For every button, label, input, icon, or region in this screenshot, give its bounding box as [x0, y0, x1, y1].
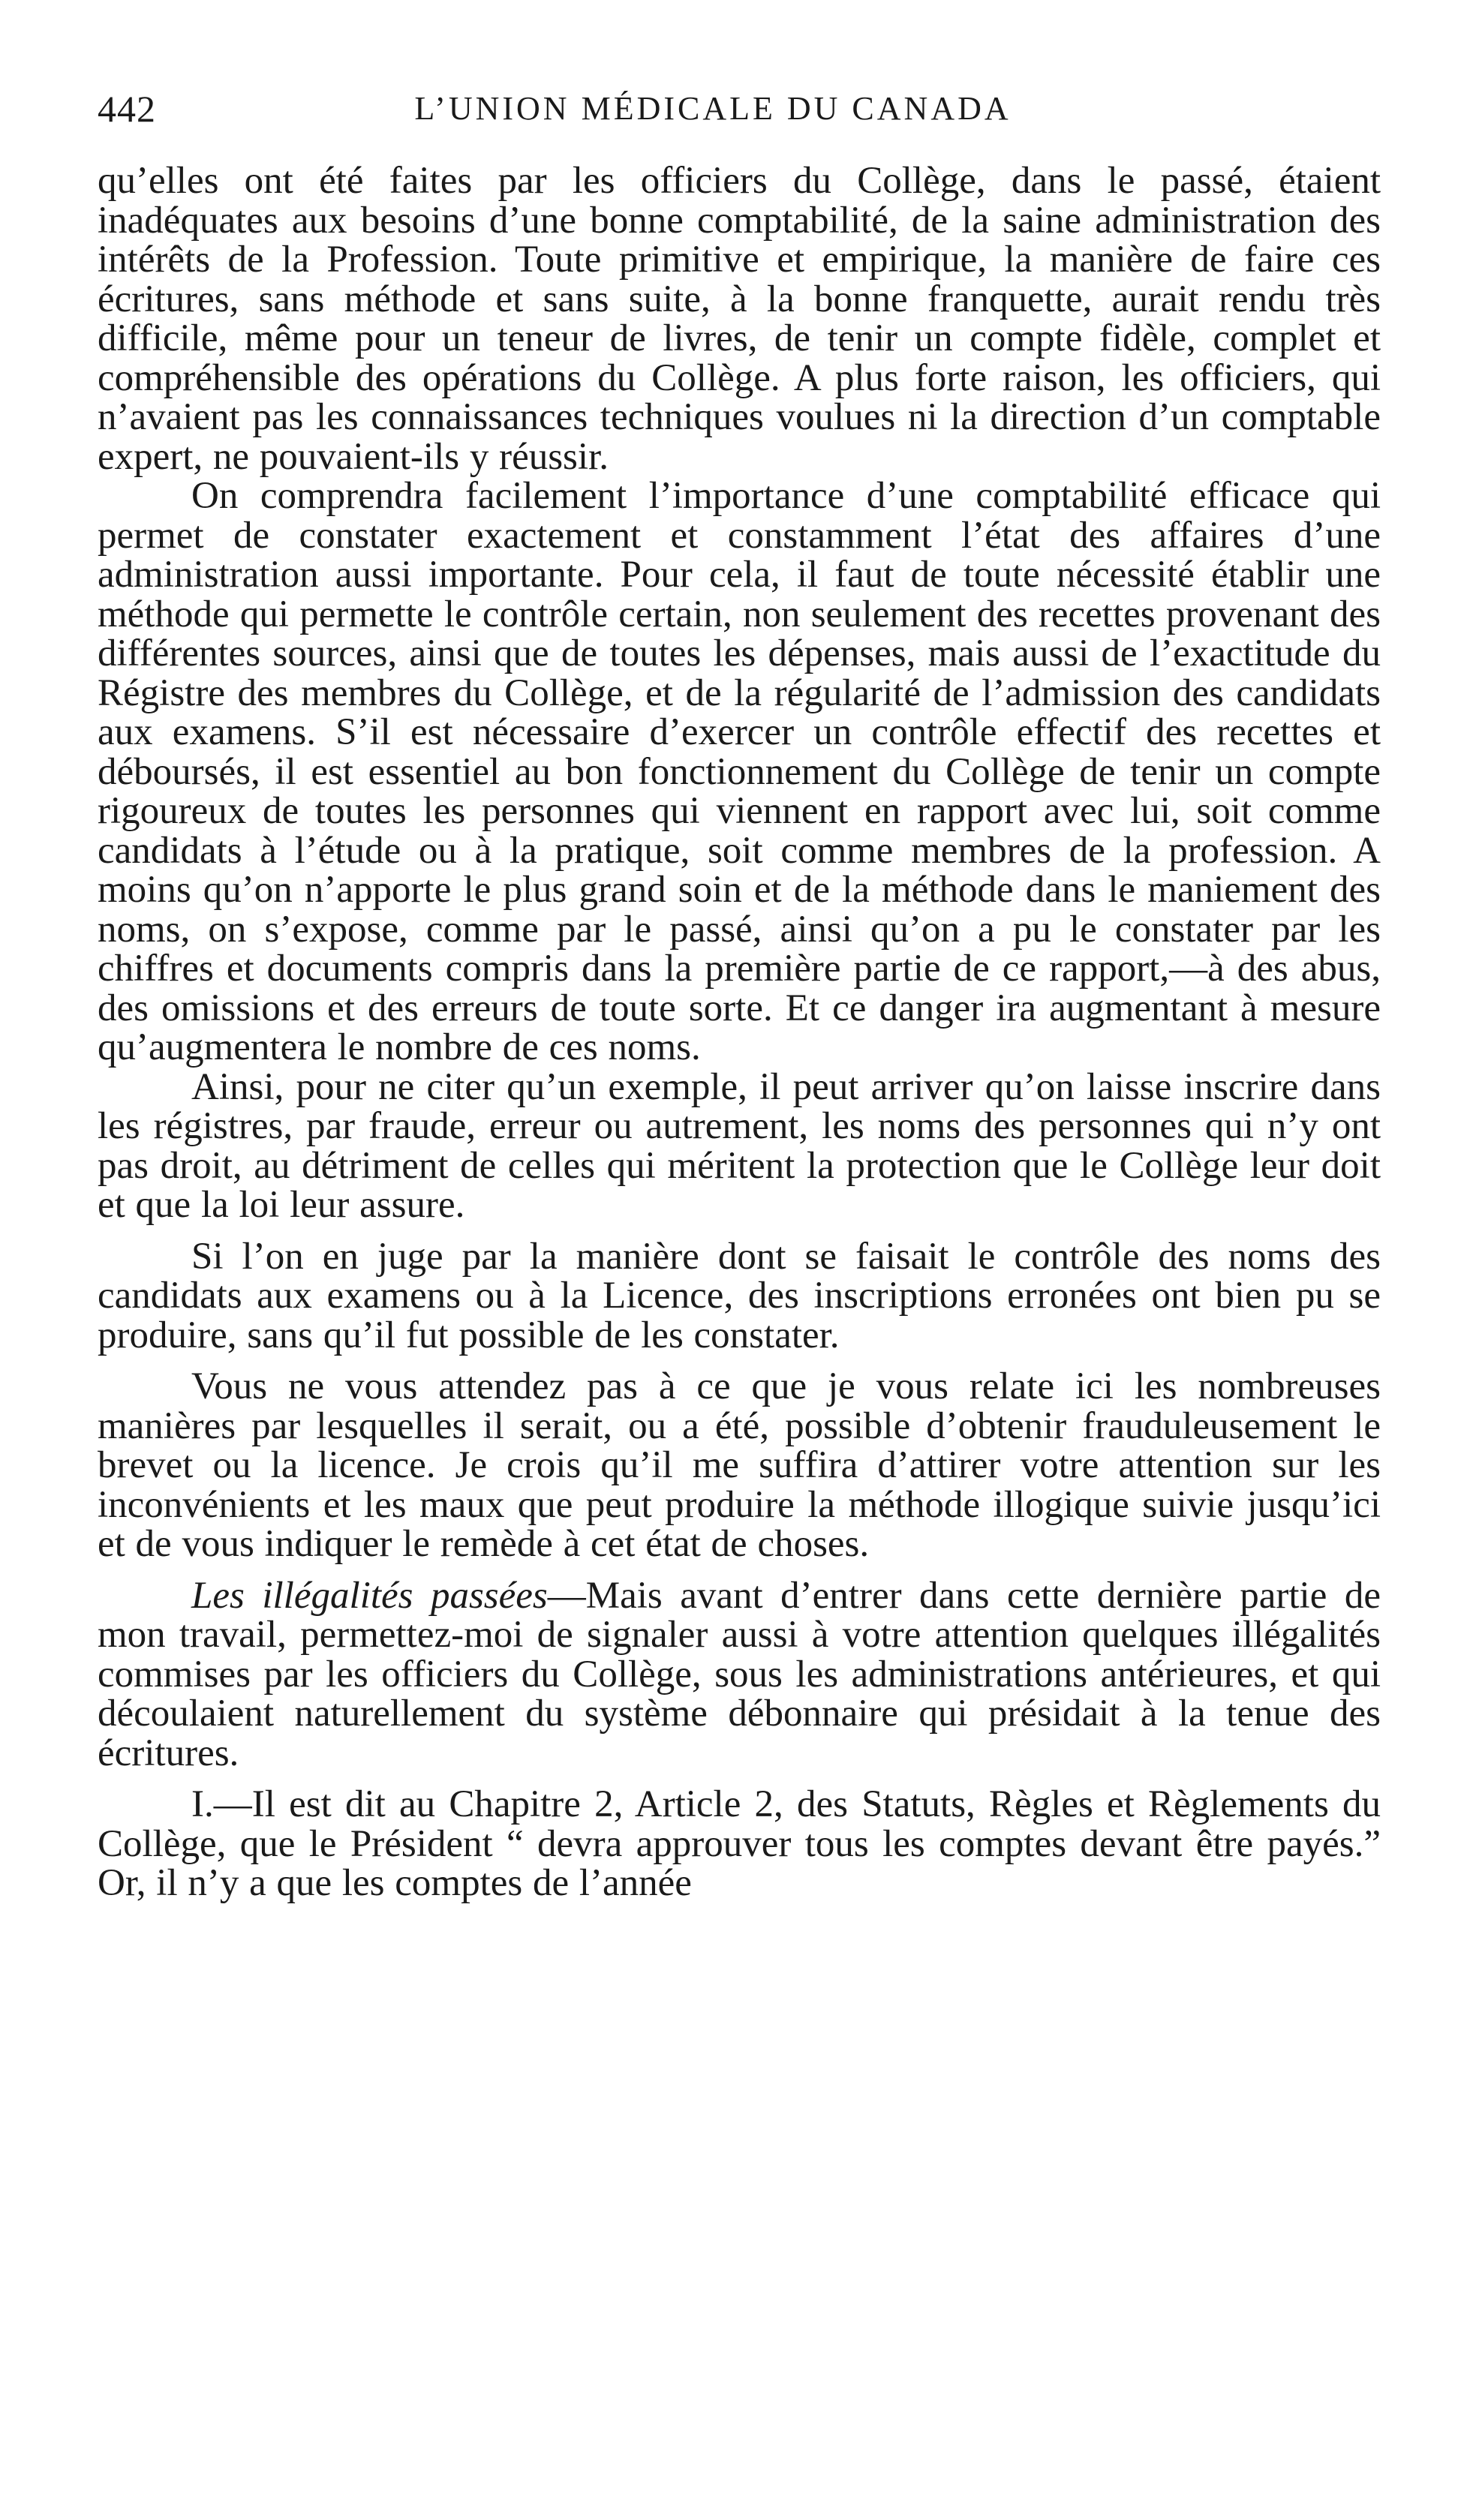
paragraph-6-text: —Mais avant d’entrer dans cette dernière partie de mon travail, permettez-moi de signaler aussi à votre attention quelques illégalités commises par les officiers du Collège, sous les administrations antérieures, et qui découlaient naturellement du système débonnaire qui présidait à la tenue des écritures.: [98, 1574, 1381, 1774]
paragraph-3: Ainsi, pour ne citer qu’un exemple, il peut arriver qu’on laisse inscrire dans les régistres, par fraude, erreur ou autrement, les noms des personnes qui n’y ont pas droit, au détriment de celles qui méritent la protection que le Collège leur doit et que la loi leur assure.: [98, 1065, 1381, 1226]
paragraph-4: Si l’on en juge par la manière dont se faisait le contrôle des noms des candidats aux examens ou à la Licence, des inscriptions erronées ont bien pu se produire, sans qu’il fut possible de les constater.: [98, 1235, 1381, 1356]
section-heading-italic: Les illégalités passées: [191, 1574, 548, 1617]
paragraph-2: On comprendra facilement l’importance d’une comptabilité efficace qui permet de constater exactement et constamment l’état des affaires d’une administration aussi importante. Pour cela, il faut de toute nécessité établir une méthode qui permette le contrôle certain, non seulement des recettes provenant des différentes sources, ainsi que de toutes les dépenses, mais aussi de l’exactitude du Régistre des membres du Collège, et de la régularité de l’admission des candidats aux examens. S’il est nécessaire d’exercer un contrôle effectif des recettes et déboursés, il est essentiel au bon fonctionnement du Collège de tenir un compte rigoureux de toutes les personnes qui viennent en rapport avec lui, soit comme candidats à l’étude ou à la pratique, soit comme membres de la profession. A moins qu’on n’apporte le plus grand soin et de la méthode dans le maniement des noms, on s’expose, comme par le passé, ainsi qu’on a pu le constater par les chiffres et documents compris dans la première partie de ce rapport,—à des abus, des omissions et des erreurs de toute sorte. Et ce danger ira augmentant à mesure qu’augmentera le nombre de ces noms.: [98, 475, 1381, 1068]
page-header: [98, 75, 1328, 143]
page-number: 442: [98, 88, 156, 130]
paragraph-6: [98, 1576, 1381, 1774]
paragraph-1: qu’elles ont été faites par les officiers du Collège, dans le passé, étaient inadéquates aux besoins d’une bonne comptabilité, de la saine administration des intérêts de la Profession. Toute primitive et empirique, la manière de faire ces écritures, sans méthode et sans suite, à la bonne franquette, aurait rendu très difficile, même pour un teneur de livres, de tenir un compte fidèle, complet et compréhensible des opérations du Collège. A plus forte raison, les officiers, qui n’avaient pas les connaissances techniques voulues ni la direction d’un comptable expert, ne pouvaient-ils y réussir.: [98, 160, 1381, 478]
paragraph-7: I.—Il est dit au Chapitre 2, Article 2, des Statuts, Règles et Règlements du Collège, que le Président “ devra approuver tous les comptes devant être payés.” Or, il n’y a que les comptes de l’année: [98, 1783, 1381, 1904]
body-text: [98, 161, 1381, 1903]
running-head: L’UNION MÉDICALE DU CANADA: [414, 90, 1012, 127]
paragraph-5: Vous ne vous attendez pas à ce que je vous relate ici les nombreuses manières par lesquelles il serait, ou a été, possible d’obtenir frauduleusement le brevet ou la licence. Je crois qu’il me suffira d’attirer votre attention sur les inconvénients et les maux que peut produire la méthode illogique suivie jusqu’ici et de vous indiquer le remède à cet état de choses.: [98, 1365, 1381, 1565]
